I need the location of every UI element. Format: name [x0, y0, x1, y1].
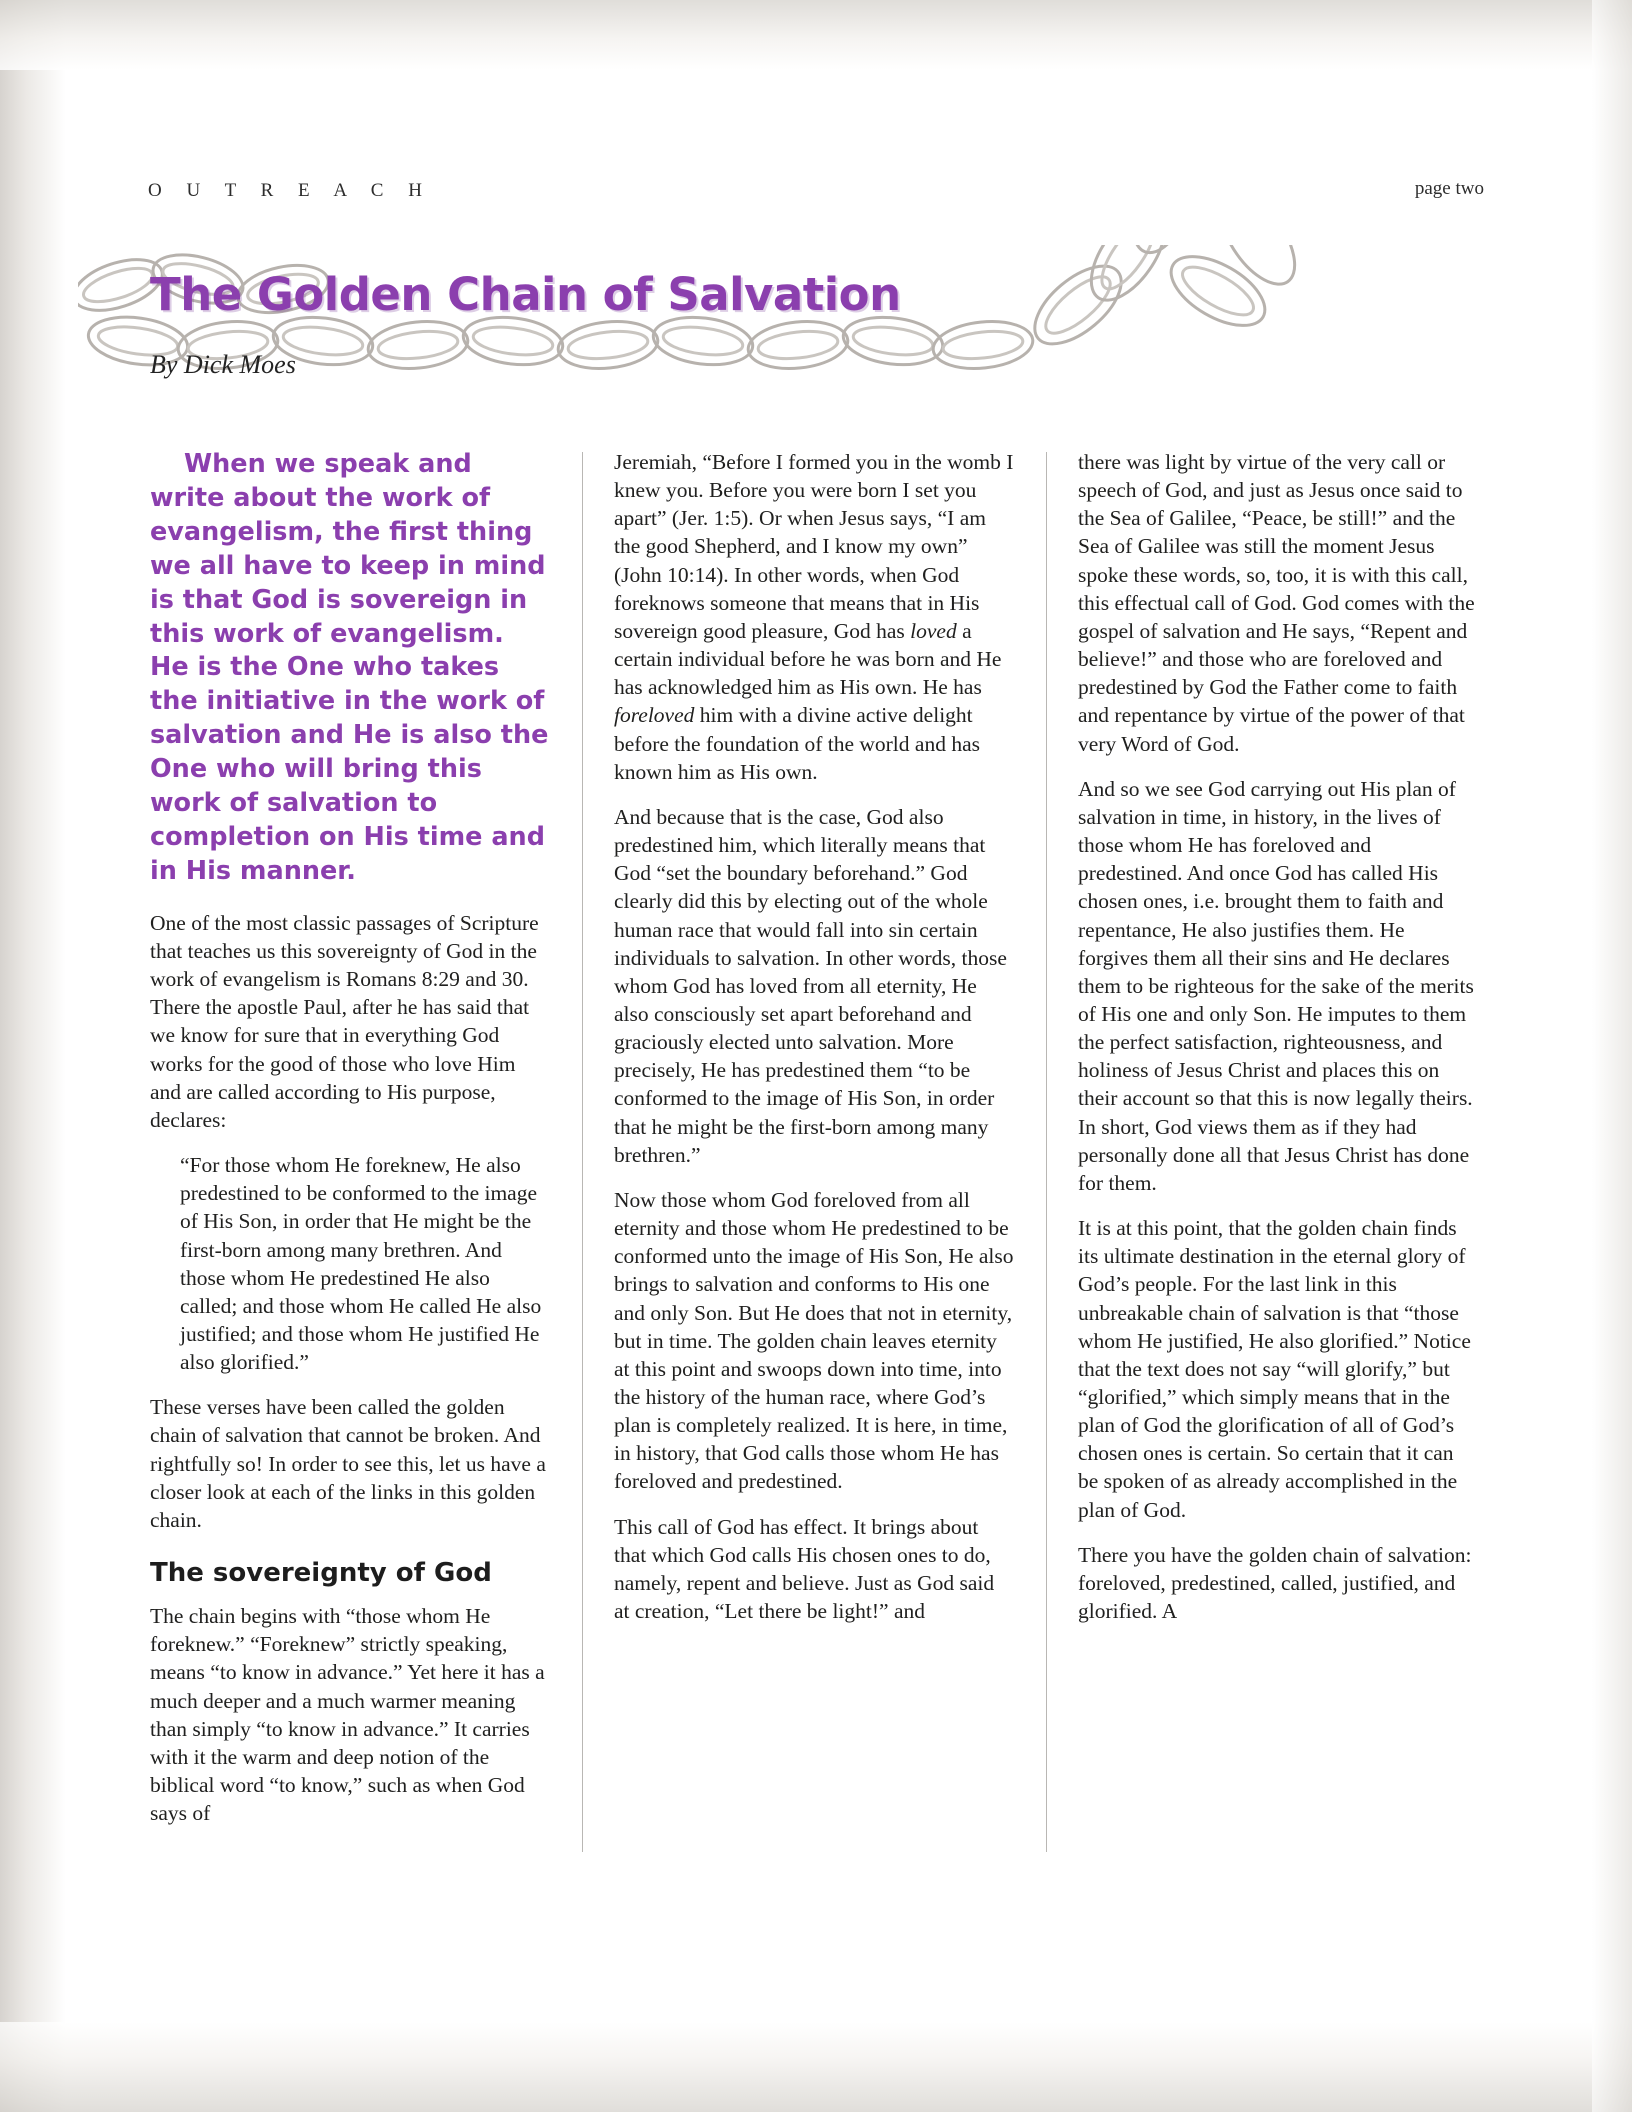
- paragraph: Now those whom God foreloved from all eternity and those whom He predestined to be conformed unto the image of His Son, He also brings to salvation and conforms to His one and only Son. But He does that not in eternity, but in time. The golden chain leaves eternity at this point and swoops down into time, into the history of the human race, where God’s plan is completely realized. It is here, in time, in history, that God calls those whom He has foreloved and predestined.: [614, 1187, 1014, 1494]
- scripture-quote: “For those whom He foreknew, He also predestined to be conformed to the image of His Son, in order that He might be the first-born among many brethren. And those whom He predestined He also called; and those whom He called He also justified; and those whom He justified He also glorified.”: [180, 1153, 542, 1375]
- text-run: him with a divine active delight before the foundation of the world and has known him as His own.: [614, 703, 980, 784]
- article-columns: [150, 448, 1480, 1878]
- masthead: O U T R E A C H: [148, 180, 432, 201]
- lead-paragraph: When we speak and write about the work of evangelism, the first thing we all have to keep in mind is that God is sovereign in this work of evangelism. He is the One who takes the initiative in the work of salvation and He is also the One who will bring this work of salvation to completion on His time and in His manner.: [150, 449, 549, 886]
- text-run: Jeremiah, “Before I formed you in the womb I knew you. Before you were born I set you apart” (Jer. 1:5). Or when Jesus says, “I am the good Shepherd, and I know my own” (John 10:14). In other words, when God foreknows someone that means that in His sovereign good pleasure, God has: [614, 450, 1014, 643]
- column-3: [1046, 448, 1478, 1878]
- paragraph: The chain begins with “those whom He foreknew.” “Foreknew” strictly speaking, means “to know in advance.” Yet here it has a much deeper and a much warmer meaning than simply “to know in advance.” It carries with it the warm and deep notion of the biblical word “to know,” such as when God says of: [150, 1604, 545, 1826]
- paragraph: [614, 448, 1014, 786]
- paragraph: One of the most classic passages of Scripture that teaches us this sovereignty of God in the work of evangelism is Romans 8:29 and 30. There the apostle Paul, after he has said that we know for sure that in everything God works for the good of those who love Him and are called according to His purpose, declares:: [150, 910, 539, 1132]
- column-divider: [1046, 452, 1047, 1852]
- page-number: page two: [1414, 178, 1484, 199]
- paragraph: This call of God has effect. It brings about that which God calls His chosen ones to do, namely, repent and believe. Just as God said at creation, “Let there be light!” and: [614, 1514, 995, 1624]
- column-1: [150, 448, 550, 1878]
- scan-edge-right: [1592, 0, 1632, 2112]
- paragraph: And so we see God carrying out His plan of salvation in time, in history, in the lives of those whom He has foreloved and predestined. And once God has called His chosen ones, i.e. brought them to faith and repentance, He also justifies them. He forgives them all their sins and He declares them to be righteous for the sake of the merits of His one and only Son. He imputes to them the perfect satisfaction, righteousness, and holiness of Jesus Christ and places this on their account so that this is now legally theirs. In short, God views them as if they had personally done all that Jesus Christ has done for them.: [1078, 776, 1474, 1195]
- column-divider: [582, 452, 583, 1852]
- paragraph: These verses have been called the golden chain of salvation that cannot be broken. And rightfully so! In order to see this, let us have a closer look at each of the links in this golden chain.: [150, 1395, 546, 1532]
- text-run: a certain individual before he was born and He has acknowledged him as His own. He has: [614, 618, 1002, 700]
- byline: By Dick Moes: [150, 350, 296, 379]
- scan-edge-top: [0, 0, 1632, 70]
- paragraph: It is at this point, that the golden chain finds its ultimate destination in the eternal glory of God’s people. For the last link in this unbreakable chain of salvation is that “those whom He justified, He also glorified.” Notice that the text does not say “will glorify,” but “glorified,” which simply means that in the plan of God the glorification of all of God’s chosen ones is certain. So certain that it can be spoken of as already accomplished in the plan of God.: [1078, 1216, 1471, 1522]
- column-2: [582, 448, 1014, 1878]
- emphasis-foreloved: foreloved: [614, 703, 695, 728]
- scan-edge-bottom: [0, 2022, 1632, 2112]
- page-title: The Golden Chain of Salvation: [150, 268, 901, 321]
- section-subheading: The sovereignty of God: [150, 1558, 492, 1589]
- paragraph: There you have the golden chain of salvation: foreloved, predestined, called, justified, and glorified. A: [1078, 1542, 1472, 1624]
- paragraph: And because that is the case, God also predestined him, which literally means that God “set the boundary beforehand.” God clearly did this by electing out of the whole human race that would fall into sin certain individuals to salvation. In other words, those whom God has loved from all eternity, He also consciously set apart beforehand and graciously elected unto salvation. More precisely, He has predestined them “to be conformed to the image of His Son, in order that he might be the first-born among many brethren.”: [614, 804, 1007, 1167]
- paragraph: there was light by virtue of the very call or speech of God, and just as Jesus once said to the Sea of Galilee, “Peace, be still!” and the Sea of Galilee was still the moment Jesus spoke these words, so, too, it is with this call, this effectual call of God. God comes with the gospel of salvation and He says, “Repent and believe!” and those who are foreloved and predestined by God the Father come to faith and repentance by virtue of the power of that very Word of God.: [1078, 450, 1475, 756]
- scan-edge-left: [0, 0, 66, 2112]
- emphasis-loved: loved: [910, 618, 957, 643]
